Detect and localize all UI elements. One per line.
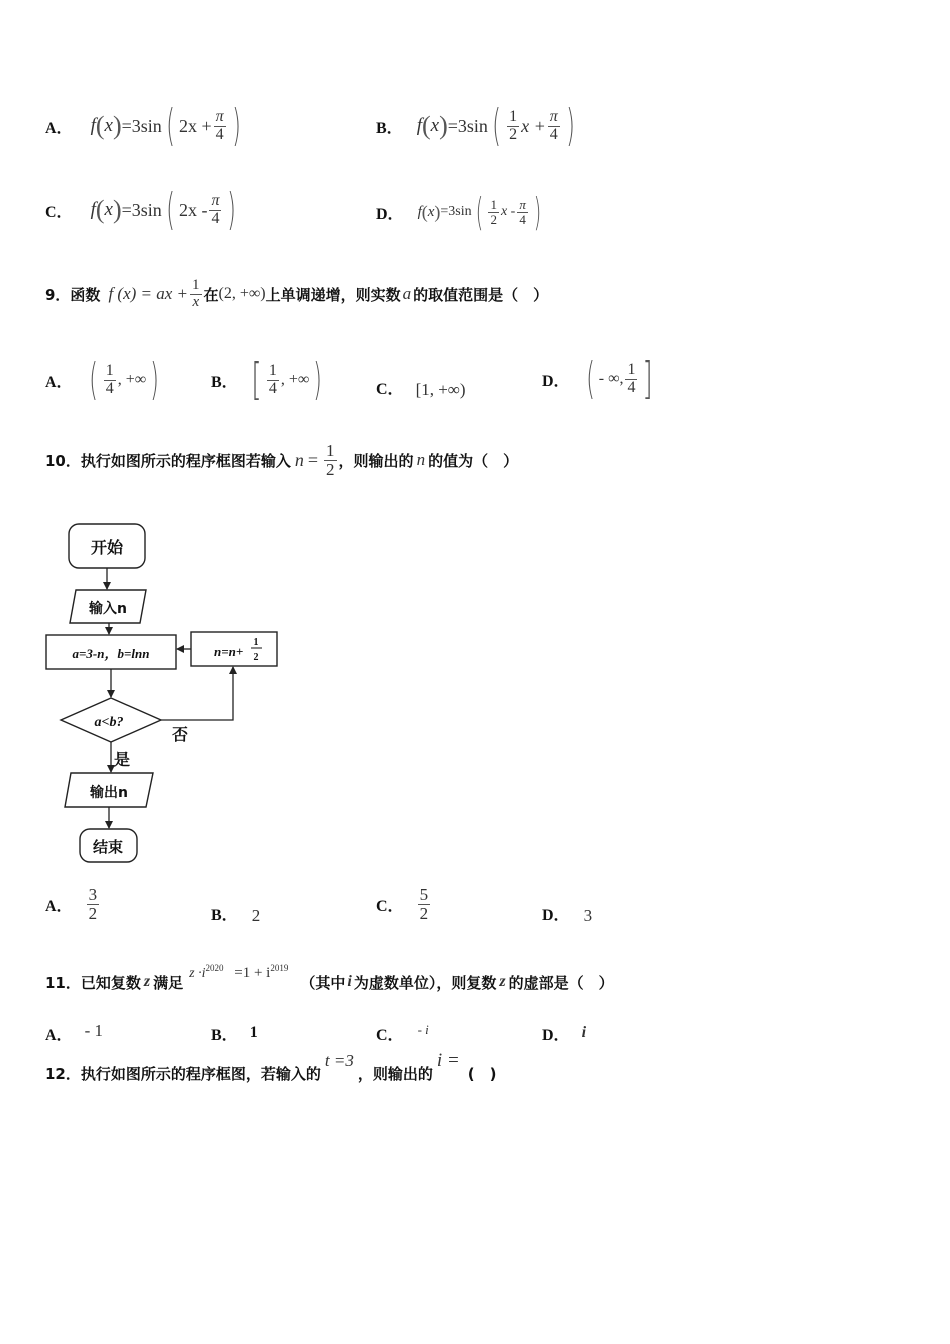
q9-var: a (402, 284, 412, 303)
q10-frac: $\frac{1}{2}$ (326, 440, 335, 479)
flow-arrow-no (161, 667, 233, 720)
flow-end-text: 结束 (92, 838, 124, 856)
q10-option-a[interactable]: A． $\frac{3}{2}$ (45, 884, 98, 923)
q8-c-frac: $\frac{\pi}{4}$ (211, 191, 220, 227)
flow-start-text: 开始 (90, 538, 124, 557)
flow-input-text: 输入n (89, 601, 127, 617)
q8-a-eq: =3sin (121, 115, 162, 136)
flow-update-num: 1 (253, 637, 259, 648)
q11-option-c[interactable]: C． - i (376, 1022, 429, 1044)
q8-b-label: B． (376, 119, 403, 137)
q9-option-a[interactable]: A． ( $\frac{1}{4}$ , +∞ ) (45, 354, 160, 405)
q8-d-eq: =3sin (440, 204, 472, 219)
q11-number: 11．已知复数 (45, 973, 141, 992)
q8-c-inner: 2x - (178, 199, 208, 220)
q8-d-f: f (417, 203, 422, 220)
q8-d-frac: $\frac{\pi}{4}$ (519, 196, 526, 227)
q8-d-label: D． (376, 205, 404, 223)
q8-a-frac: $\frac{\pi}{4}$ (215, 107, 224, 143)
q11-stem: 11．已知复数 z 满足 $z \cdot i^{2020} =1 + i^{2019}$ （其中 i 为虚数单位），则复数 z 的虚部是（ ） (45, 962, 614, 992)
q9-option-c[interactable]: C． [1, +∞) (376, 380, 466, 399)
q8-d-mid: x - (500, 204, 516, 219)
q12-i-expr: i = (436, 1050, 460, 1071)
q10-stem: 10．执行如图所示的程序框图若输入 n = $\frac{1}{2}$ ，则输出的 n 的值为（ ） (45, 440, 519, 479)
q8-b-f: f (416, 115, 422, 136)
q9-frac: $\frac{1}{x}$ (192, 276, 200, 310)
q8-a-inner: 2x + (178, 115, 212, 136)
q8-option-c[interactable]: C． f ( x ) =3sin ( 2x - $\frac{\pi}{4}$ ) (45, 184, 237, 235)
q8-d-coef: $\frac{1}{2}$ (490, 196, 497, 227)
flow-output-text: 输出n (90, 785, 128, 801)
q9-func: f (x) = ax + (108, 284, 189, 303)
flow-update-text: n=n+ (214, 644, 244, 659)
q11-option-b[interactable]: B． 1 (211, 1024, 258, 1044)
q8-a-label: A． (45, 119, 73, 137)
q12-number: 12．执行如图所示的程序框图，若输入的 (45, 1064, 321, 1083)
q9-stem: 9．函数 f (x) = ax + $\frac{1}{x}$ 在 (2, +∞) 上单调递增，则实数 a 的取值范围是（ ） (45, 276, 549, 310)
flow-no-label: 否 (172, 725, 189, 744)
q8-a-x: x (104, 115, 113, 136)
q10-number: 10．执行如图所示的程序框图若输入 (45, 451, 291, 470)
q8-c-f: f (90, 199, 96, 220)
q12-t-expr: t =3 (324, 1051, 354, 1070)
flow-cond-text: a<b? (94, 715, 124, 730)
q8-c-eq: =3sin (121, 199, 162, 220)
q10-option-b[interactable]: B． 2 (211, 906, 261, 925)
flow-update-den: 2 (253, 652, 259, 663)
q10-flowchart (40, 518, 290, 868)
q8-c-label: C． (45, 203, 73, 221)
q12-stem: 12．执行如图所示的程序框图，若输入的 t =3 ，则输出的 i = ( ) (45, 1050, 497, 1083)
flow-assign-text: a=3-n，b=lnn (72, 646, 150, 661)
q9-interval: (2, +∞) (218, 285, 266, 302)
flow-yes-label: 是 (114, 750, 131, 769)
q8-option-d[interactable]: D． f ( x ) =3sin ( $\frac{1}{2}$ x - $\frac{\pi}{4}$ ) (376, 190, 541, 234)
q11-option-d[interactable]: D． i (542, 1024, 587, 1044)
q10-option-c[interactable]: C． $\frac{5}{2}$ (376, 884, 429, 923)
q8-c-x: x (104, 199, 113, 220)
q10-option-d[interactable]: D． 3 (542, 906, 593, 925)
q9-number: 9．函数 (45, 285, 101, 304)
q9-option-b[interactable]: B． [ $\frac{1}{4}$ , +∞ ) (211, 354, 323, 405)
q11-equation: $z \cdot i^{2020} =1 + i^{2019}$ (189, 962, 289, 981)
q8-b-x: x (430, 115, 440, 136)
q8-b-eq: =3sin (447, 115, 488, 136)
q11-option-a[interactable]: A． - 1 (45, 1021, 103, 1044)
q8-a-f: f (90, 115, 96, 136)
q8-option-b[interactable]: B． f ( x ) =3sin ( $\frac{1}{2}$ x + $\frac{\pi}{4}$ ) (376, 100, 575, 151)
q9-option-d[interactable]: D． ( - ∞, $\frac{1}{4}$ ] (542, 353, 654, 404)
q8-b-frac: $\frac{\pi}{4}$ (549, 107, 558, 143)
q8-b-coef: $\frac{1}{2}$ (509, 107, 518, 143)
q8-option-a[interactable]: A． f ( x ) =3sin ( 2x + $\frac{\pi}{4}$ ) (45, 100, 241, 151)
q8-b-mid: x + (521, 115, 546, 136)
q8-d-x: x (427, 203, 435, 220)
